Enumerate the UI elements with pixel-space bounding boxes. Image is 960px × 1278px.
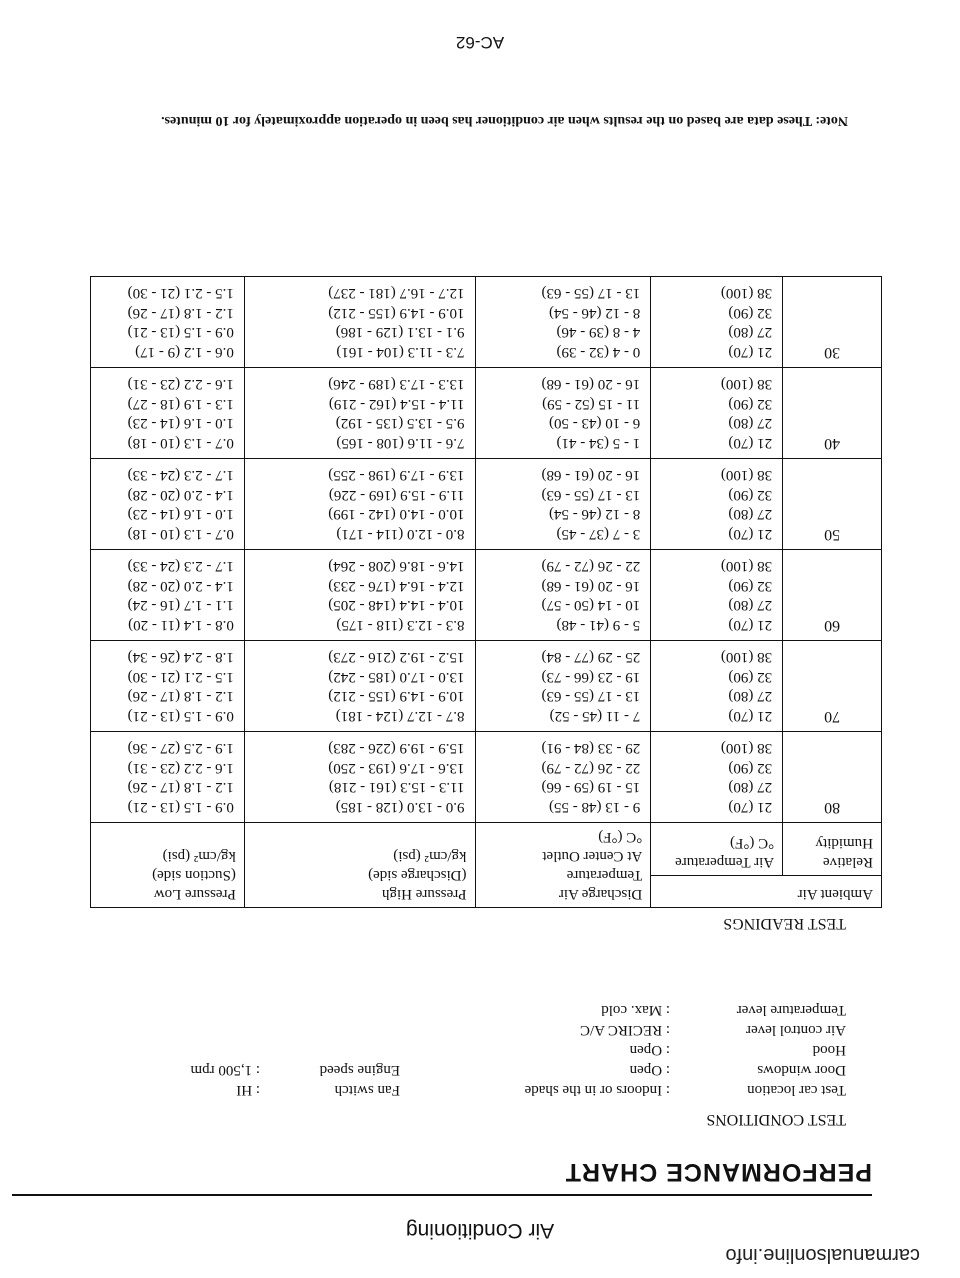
table-value: 25 - 29 (77 - 84) [541, 649, 641, 666]
pressure-low-cell [91, 277, 245, 368]
table-value: 8 - 12 (46 - 54) [549, 506, 641, 523]
table-value: 1.0 - 1.6 (14 - 23) [127, 415, 234, 432]
table-value: 27 (80) [728, 688, 773, 705]
table-value: 3 - 7 (37 - 45) [556, 526, 641, 542]
condition-row [525, 1081, 846, 1098]
table-value: 0.9 - 1.5 (13 - 21) [127, 324, 234, 341]
table-value: 0.6 - 1.2 (9 - 17) [135, 344, 234, 360]
table-value: 19 - 23 (66 - 73) [541, 669, 641, 685]
header-rule [12, 1194, 872, 1196]
discharge-temp-cell [475, 732, 651, 823]
table-value: 38 (100) [720, 376, 773, 393]
table-value: 0.9 - 1.5 (13 - 21) [127, 708, 234, 724]
discharge-temp-cell [475, 277, 651, 368]
condition-label: Test car location [747, 1082, 846, 1098]
table-value: 11.3 - 15.3 (161 - 218) [328, 779, 465, 796]
table-value: 21 (70) [728, 708, 773, 724]
chart-title: PERFORMANCE CHART [564, 1158, 872, 1186]
humidity-cell: 40 [783, 368, 882, 459]
pressure-low-cell [91, 732, 245, 823]
discharge-temp-cell [475, 641, 651, 732]
condition-value: : 1,500 rpm [190, 1062, 260, 1078]
page-number: AC-62 [455, 33, 505, 52]
air-temperature-cell [651, 732, 783, 823]
pressure-low-header: Pressure Low (Suction side) kg/cm² (psi) [91, 823, 245, 908]
table-value: 13.9 - 17.9 (198 - 255) [328, 467, 465, 484]
table-value: 5 - 9 (41 - 48) [556, 617, 641, 633]
table-value: 11 - 15 (52 - 59) [542, 396, 641, 412]
performance-table-body [91, 277, 882, 823]
table-value: 32 (90) [728, 396, 773, 412]
table-value: 13 - 17 (55 - 63) [541, 487, 641, 503]
condition-label: Hood [812, 1042, 846, 1058]
table-value: 1.1 - 1.7 (16 - 24) [127, 597, 234, 614]
condition-row [630, 1041, 846, 1058]
air-temperature-cell [651, 277, 783, 368]
table-value: 32 (90) [728, 760, 773, 776]
humidity-cell: 70 [783, 641, 882, 732]
table-value: 1.0 - 1.6 (14 - 23) [127, 506, 234, 523]
table-value: 1.3 - 1.9 (18 - 27) [127, 396, 234, 412]
table-row [91, 368, 882, 459]
condition-value: : RECIRC A/C [579, 1022, 670, 1038]
table-value: 27 (80) [728, 324, 773, 341]
table-value: 16 - 20 (61 - 68) [541, 376, 641, 393]
condition-value: : Indoors or in the shade [524, 1082, 670, 1098]
table-value: 0.7 - 1.3 (10 - 18) [127, 526, 234, 542]
table-value: 0 - 4 (32 - 39) [556, 344, 641, 360]
table-value: 9.1 - 13.1 (129 - 186) [335, 324, 465, 341]
table-row [91, 459, 882, 550]
table-row [91, 732, 882, 823]
table-value: 7.3 - 11.3 (104 - 161) [336, 344, 465, 360]
table-value: 1.2 - 1.8 (17 - 26) [127, 688, 234, 705]
humidity-cell: 50 [783, 459, 882, 550]
table-value: 10.9 - 14.9 (155 - 212) [328, 305, 465, 321]
humidity-cell: 80 [783, 732, 882, 823]
test-readings-heading: TEST READINGS [723, 915, 846, 932]
table-value: 9 - 13 (48 - 55) [549, 799, 641, 815]
humidity-cell: 30 [783, 277, 882, 368]
condition-label: Engine speed [319, 1062, 400, 1078]
table-value: 27 (80) [728, 506, 773, 523]
table-value: 13 - 17 (55 - 63) [541, 688, 641, 705]
table-row [91, 277, 882, 368]
table-value: 13.0 - 17.0 (185 - 242) [328, 669, 465, 685]
condition-value: : HI [236, 1082, 260, 1098]
air-temperature-cell [651, 641, 783, 732]
pressure-high-header: Pressure High (Discharge side) kg/cm² (psi) [244, 823, 475, 908]
air-temperature-cell [651, 550, 783, 641]
condition-row [236, 1081, 400, 1098]
table-value: 13.6 - 17.6 (193 - 250) [328, 760, 465, 776]
pressure-high-cell [244, 732, 475, 823]
table-value: 0.8 - 1.4 (11 - 20) [128, 617, 234, 633]
pressure-high-cell [244, 641, 475, 732]
table-value: 12.4 - 16.4 (176 - 233) [328, 578, 465, 594]
condition-value: : Open [629, 1042, 670, 1058]
pressure-low-cell [91, 368, 245, 459]
table-value: 27 (80) [728, 597, 773, 614]
watermark-text: carmanualsonline.info [725, 1244, 920, 1266]
table-value: 8.3 - 12.3 (118 - 175) [336, 617, 465, 633]
table-value: 1.7 - 2.3 (24 - 33) [127, 558, 234, 575]
table-value: 22 - 26 (72 - 79) [541, 558, 641, 575]
table-value: 1.5 - 2.1 (21 - 30) [127, 669, 234, 685]
condition-label: Temperature lever [736, 1002, 846, 1018]
table-value: 38 (100) [720, 740, 773, 757]
table-value: 32 (90) [728, 305, 773, 321]
table-value: 38 (100) [720, 649, 773, 666]
table-value: 21 (70) [728, 617, 773, 633]
table-value: 1.6 - 2.2 (23 - 31) [127, 376, 234, 393]
condition-value: : Open [629, 1062, 670, 1078]
table-value: 1.2 - 1.8 (17 - 26) [127, 305, 234, 321]
condition-value: : Max. cold [601, 1002, 670, 1018]
table-value: 10.9 - 14.9 (155 - 212) [328, 688, 465, 705]
table-value: 14.6 - 18.6 (208 - 264) [328, 558, 465, 575]
table-value: 11.9 - 15.9 (169 - 226) [328, 487, 465, 503]
table-value: 6 - 10 (43 - 50) [549, 415, 641, 432]
section-title: Air Conditioning [405, 1219, 555, 1242]
table-value: 1 - 5 (34 - 41) [556, 435, 641, 451]
table-row [91, 550, 882, 641]
table-value: 9.5 - 13.5 (135 - 192) [335, 415, 465, 432]
table-value: 0.7 - 1.3 (10 - 18) [127, 435, 234, 451]
table-value: 1.4 - 2.0 (20 - 28) [127, 487, 234, 503]
table-value: 1.9 - 2.5 (27 - 36) [127, 740, 234, 757]
condition-row [601, 1001, 846, 1018]
table-value: 8.7 - 12.7 (124 - 181) [335, 708, 465, 724]
humidity-header: Relative Humidity [783, 823, 882, 876]
table-value: 22 - 26 (72 - 79) [541, 760, 641, 776]
pressure-low-cell [91, 459, 245, 550]
test-conditions-heading: TEST CONDITIONS [706, 1111, 846, 1128]
table-value: 1.5 - 2.1 (21 - 30) [127, 285, 234, 302]
table-value: 21 (70) [728, 435, 773, 451]
table-value: 9.0 - 13.0 (128 - 185) [335, 799, 465, 815]
air-temperature-cell [651, 368, 783, 459]
table-value: 21 (70) [728, 799, 773, 815]
table-value: 38 (100) [720, 558, 773, 575]
condition-label: Door windows [757, 1062, 846, 1078]
table-value: 1.7 - 2.3 (24 - 33) [127, 467, 234, 484]
pressure-high-cell [244, 368, 475, 459]
table-value: 13 - 17 (55 - 63) [541, 285, 641, 302]
pressure-low-cell [91, 550, 245, 641]
table-value: 27 (80) [728, 779, 773, 796]
table-value: 1.6 - 2.2 (23 - 31) [127, 760, 234, 776]
table-value: 32 (90) [728, 669, 773, 685]
pressure-high-cell [244, 277, 475, 368]
note-text: Note: These data are based on the results when air conditioner has been in operation approximately for 10 minutes. [161, 113, 848, 128]
table-value: 38 (100) [720, 285, 773, 302]
table-value: 8 - 12 (46 - 54) [549, 305, 641, 321]
table-value: 11.4 - 15.4 (162 - 219) [328, 396, 465, 412]
condition-label: Air control lever [746, 1022, 846, 1038]
discharge-temp-cell [475, 550, 651, 641]
pressure-high-cell [244, 550, 475, 641]
pressure-low-cell [91, 641, 245, 732]
table-value: 10.0 - 14.0 (142 - 199) [328, 506, 465, 523]
table-value: 0.9 - 1.5 (13 - 21) [127, 799, 234, 815]
table-value: 15.9 - 19.9 (226 - 283) [328, 740, 465, 757]
table-value: 1.4 - 2.0 (20 - 28) [127, 578, 234, 594]
table-value: 27 (80) [728, 415, 773, 432]
table-value: 16 - 20 (61 - 68) [541, 578, 641, 594]
table-row [91, 641, 882, 732]
discharge-air-header: Discharge Air Temperature At Center Outlet °C (°F) [475, 823, 651, 908]
condition-row [190, 1061, 400, 1078]
air-temperature-header: Air Temperature °C (°F) [651, 823, 783, 876]
table-value: 7 - 11 (45 - 52) [549, 708, 641, 724]
table-value: 16 - 20 (61 - 68) [541, 467, 641, 484]
air-temperature-cell [651, 459, 783, 550]
humidity-cell: 60 [783, 550, 882, 641]
table-value: 15.2 - 19.2 (216 - 273) [328, 649, 465, 666]
table-value: 1.8 - 2.4 (26 - 34) [127, 649, 234, 666]
table-value: 10 - 14 (50 - 57) [541, 597, 641, 614]
table-value: 15 - 19 (59 - 66) [541, 779, 641, 796]
table-value: 8.0 - 12.0 (114 - 171) [336, 526, 465, 542]
table-value: 32 (90) [728, 578, 773, 594]
discharge-temp-cell [475, 459, 651, 550]
table-value: 38 (100) [720, 467, 773, 484]
table-value: 21 (70) [728, 344, 773, 360]
table-value: 1.2 - 1.8 (17 - 26) [127, 779, 234, 796]
condition-row [630, 1061, 846, 1078]
table-value: 32 (90) [728, 487, 773, 503]
table-value: 10.4 - 14.4 (148 - 205) [328, 597, 465, 614]
pressure-high-cell [244, 459, 475, 550]
table-value: 13.3 - 17.3 (189 - 246) [328, 376, 465, 393]
table-value: 12.7 - 16.7 (181 - 237) [328, 285, 465, 302]
condition-row [580, 1021, 846, 1038]
table-value: 21 (70) [728, 526, 773, 542]
performance-table [90, 276, 882, 908]
discharge-temp-cell [475, 368, 651, 459]
condition-label: Fan switch [334, 1082, 400, 1098]
table-value: 7.6 - 11.6 (108 - 165) [336, 435, 465, 451]
ambient-air-header: Ambient Air [651, 876, 882, 908]
table-value: 4 - 8 (39 - 46) [556, 324, 641, 341]
table-value: 29 - 33 (84 - 91) [541, 740, 641, 757]
